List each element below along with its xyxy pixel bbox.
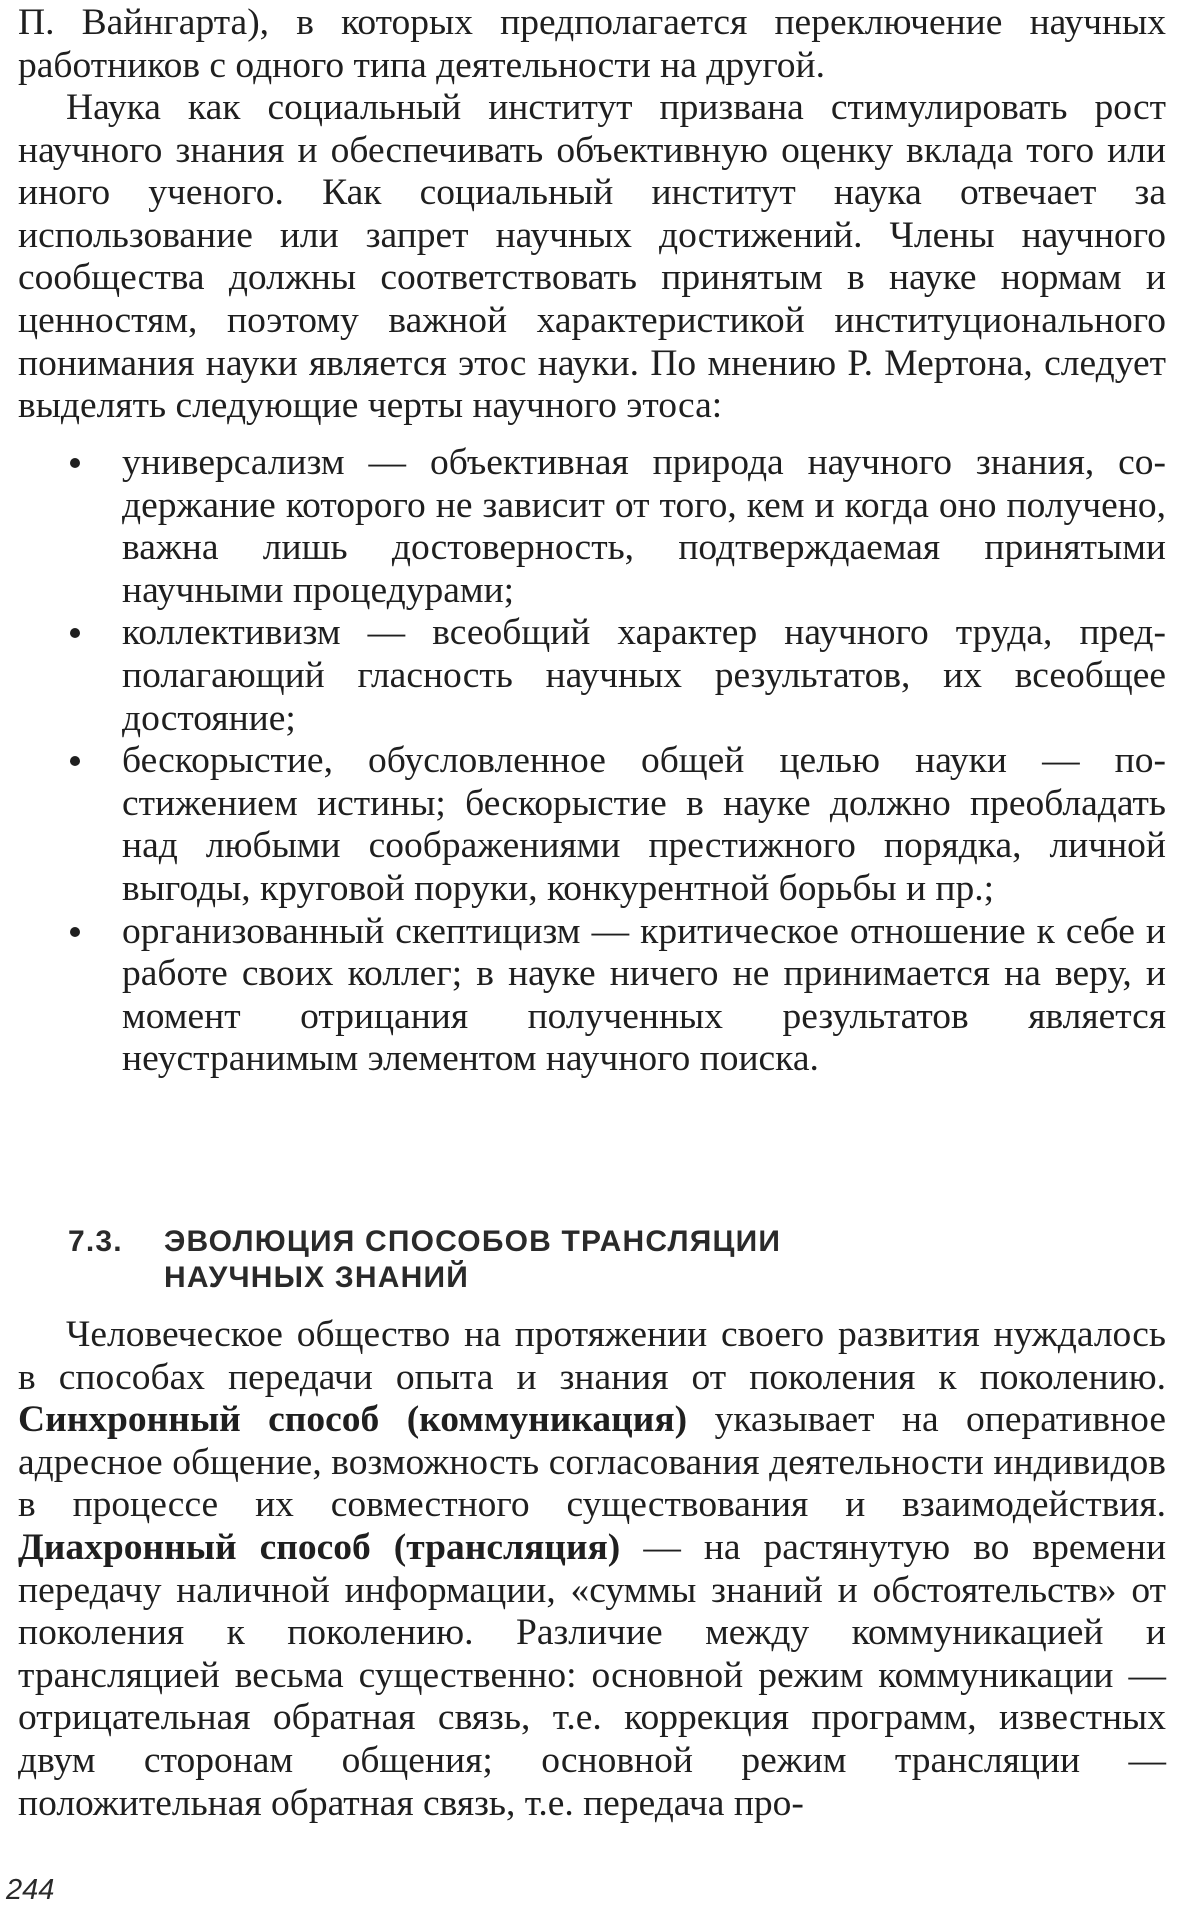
section-heading [68,1224,1068,1296]
section-title-line1: ЭВОЛЮЦИЯ СПОСОБОВ ТРАНСЛЯЦИИ [164,1225,782,1258]
list-item [18,911,1166,1081]
bullet-icon [70,628,80,638]
bullet-icon [70,927,80,937]
section-number: 7.3. [68,1225,123,1258]
list-item-text: коллективизм — всеобщий характер научного труда, предполагающий гласность научных результатов, их всеобщее достояние; [122,612,1166,739]
list-item-text: организованный скептицизм — критическое отношение к себе и работе своих коллег; в науке ничего не принимается на веру, и момент отрицания полученных результатов является неустранимым элементом научного поиска. [122,910,1166,1080]
page-number: 244 [6,1874,55,1906]
paragraph-science-institution: Наука как социальный институт призвана стимулировать рост научного знания и обеспечивать объективную оценку вклада того или иного ученого. Как социальный институт наука отвечает за использование или запрет научных достижений. Члены научного сообщества должны соответствовать принятым в науке нормам и ценностям, поэтому важной характеристикой институционального понимания науки является этос науки. По мнению Р. Мертона, следует выделять следующие черты научного этоса: [18,87,1166,427]
paragraph-knowledge-transfer [18,1314,1166,1825]
term-synchronous: Синхронный способ (коммуникация) [18,1399,688,1441]
paragraph-text-part2: указывает на оперативное адресное общение, возможность согласования деятельности индивидов в процессе их совместного существования и взаимодействия. [18,1399,1167,1526]
ethos-features-list [18,442,1166,1081]
bullet-icon [70,458,80,468]
section-title-line2: НАУЧНЫХ ЗНАНИЙ [164,1261,470,1294]
paragraph-text-part3: — на растянутую во времени передачу наличной информации, «суммы знаний и обстоятельств» от поколения к поколению. Различие между коммуникацией и трансляцией весьма существенно: основной режим коммуникации — отрицательная обратная связь, т.е. коррекция программ, известных двум сторонам общения; основной режим трансляции — положительная обратная связь, т.е. передача про- [18,1526,1167,1824]
list-item-text: бескорыстие, обусловленное общей целью науки — постижением истины; бескорыстие в науке должно преобладать над любыми соображениями престижного порядка, личной выгоды, круговой поруки, конкурентной борьбы и пр.; [122,740,1166,909]
list-item-text: универсализм — объективная природа научного знания, содержание которого не зависит от того, кем и когда оно получено, важна лишь достоверность, подтверждаемая принятыми научными процедурами; [122,442,1166,611]
paragraph-intro-tail: П. Вайнгарта), в которых предполагается переключение научных работников с одного типа деятельности на другой. [18,2,1166,86]
section-heading-line1 [68,1224,1068,1260]
paragraph-text-part1: Человеческое общество на протяжении своего развития нуждалось в способах передачи опыта и знания от поколения к поколению. [18,1314,1166,1398]
list-item [18,612,1166,740]
list-item [18,442,1166,612]
term-diachronous: Диахронный способ (трансляция) [18,1526,621,1568]
list-item [18,740,1166,910]
bullet-icon [70,756,80,766]
